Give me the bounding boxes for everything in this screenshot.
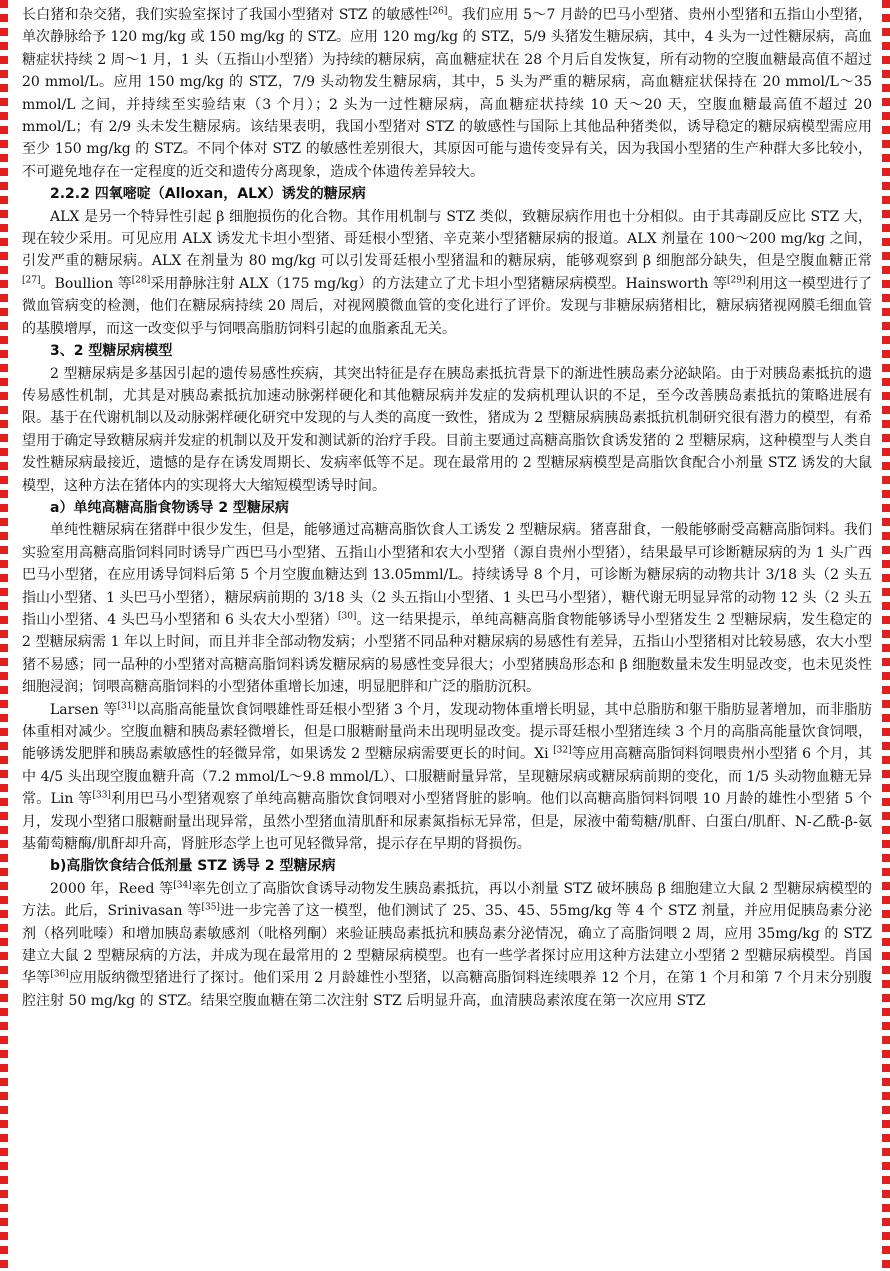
text-run: Larsen 等 [50,701,118,718]
text-run: 。Boullion 等 [40,275,132,292]
text-run: 应用版纳微型猪进行了探讨。他们采用 2 月龄雄性小型猪，以高糖高脂饲料连续喂养 12 个月，在第 1 个月和第 7 个月末分别腹腔注射 50 mg/kg 的 STZ。结果空腹血糖在第二次注射 STZ 后明显升高，血清胰岛素浓度在第一次应用 STZ [22,970,872,1009]
text-run: 。我们应用 5～7 月龄的巴马小型猪、贵州小型猪和五指山小型猪，单次静脉给予 120 mg/kg 或 150 mg/kg 的 STZ。应用 120 mg/kg 的 STZ，5/9 头猪发生糖尿病，其中，4 头为一过性糖尿病，高血糖症状持续 2 周～1 月，1 头（五指山小型猪）为持续的糖尿病，高血糖症状在 28 个月后自发恢复，所有动物的空腹血糖最高值不超过 20 mmol/L。应用 150 mg/kg 的 STZ，7/9 头动物发生糖尿病，其中，5 头为严重的糖尿病，高血糖症状保持在 20 mmol/L～35 mmol/L 之间，并持续至实验结束（3 个月）；2 头为一过性糖尿病，高血糖症状持续 10 天～20 天，空腹血糖最高值不超过 20 mmol/L；有 2/9 头未发生糖尿病。该结果表明，我国小型猪对 STZ 的敏感性与国际上其他品种猪类似，诱导稳定的糖尿病模型需应用至少 150 mg/kg 的 STZ。不同个体对 STZ 的敏感性差别很大，其原因可能与遗传变异有关，因为我国小型猪的生产种群大多比较小，不可避免地存在一定程度的近交和遗传分离现象，造成个体遗传差异较大。 [22,7,872,180]
text-run: 等应用高糖高脂饲料饲喂贵州小型猪 6 个月，其中 4/5 头出现空腹血糖升高（7.2 mmol/L～9.8 mmol/L）、口服糖耐量异常，呈现糖尿病或糖尿病前期的变化，而 1/5 头动物血糖无异常。Lin 等 [22,746,872,808]
section-heading: 2.2.2 四氧嘧啶（Alloxan，ALX）诱发的糖尿病 [50,186,366,203]
text-run: 。这一结果提示，单纯高糖高脂食物能够诱导小型猪发生 2 型糖尿病，发生稳定的 2 型糖尿病需 1 年以上时间，而且并非全部动物发病；小型猪不同品种对糖尿病的易感性有差异，五指山小型猪相对比较易感，农大小型猪不易感；同一品种的小型猪对高糖高脂饲料诱发糖尿病的易感性变异很大；小型猪胰岛形态和 β 细胞数量未发生明显改变，也未见炎性细胞浸润；饲喂高糖高脂饲料的小型猪体重增长加速，明显肥胖和广泛的脂肪沉积。 [22,611,872,696]
text-run: 率先创立了高脂饮食诱导动物发生胰岛素抵抗，再以小剂量 STZ 破坏胰岛 β 细胞建立大鼠 2 型糖尿病模型的方法。此后，Srinivasan 等 [22,880,872,920]
text-run: 利用巴马小型猪观察了单纯高糖高脂饮食饲喂对小型猪肾脏的影响。他们以高糖高脂饲料饲喂 10 月龄的雄性小型猪 5 个月，发现小型猪口服糖耐量出现异常，虽然小型猪血清肌酐和尿素氮指标无异常，但是，尿液中葡萄糖/肌酐、白蛋白/肌酐、N-乙酰-β-氨基葡萄糖酶/肌酐却升高，肾脏形态学上也可见轻微异常，提示存在早期的肾损伤。 [22,791,872,853]
left-decorative-border [0,0,8,1271]
citation-ref: [30] [337,611,357,622]
citation-ref: [31] [117,700,136,711]
body-paragraph [22,878,872,1012]
citation-ref: [34] [173,880,192,891]
section-heading: a）单纯高糖高脂食物诱导 2 型糖尿病 [50,499,289,516]
body-paragraph [22,363,872,497]
body-paragraph [22,699,872,856]
text-run: 2000 年，Reed 等 [50,880,174,897]
text-run: ALX 是另一个特异性引起 β 细胞损伤的化合物。其作用机制与 STZ 类似，致糖尿病作用也十分相似。由于其毒副反应比 STZ 大，现在较少采用。可见应用 ALX 诱发尤卡坦小型猪、哥廷根小型猪、辛克莱小型猪糖尿病的报道。ALX 剂量在 100～200 mg/kg 之间，引发严重的糖尿病。ALX 在剂量为 80 mg/kg 可以引发哥廷根小型猪温和的糖尿病，能够观察到 β 细胞部分缺失，但是空腹血糖正常 [22,208,872,270]
text-run: 长白猪和杂交猪，我们实验室探讨了我国小型猪对 STZ 的敏感性 [22,7,429,23]
citation-ref: [33] [92,790,111,801]
body-paragraph [22,4,872,183]
citation-ref: [35] [201,902,220,913]
document-body [22,4,872,1267]
citation-ref: [28] [131,275,151,286]
citation-ref: [26] [428,6,448,17]
text-run: 采用静脉注射 ALX（175 mg/kg）的方法建立了尤卡坦小型猪糖尿病模型。Hainsworth 等 [150,275,727,292]
citation-ref: [32] [553,745,572,756]
text-run: 2 型糖尿病是多基因引起的遗传易感性疾病，其突出特征是存在胰岛素抵抗背景下的渐进性胰岛素分泌缺陷。由于对胰岛素抵抗的遗传易感性机制，尤其是对胰岛素抵抗加速动脉粥样硬化和其他糖尿病并发症的发病机理认识的不足，至今改善胰岛素抵抗的策略进展有限。基于在代谢机制以及动脉粥样硬化研究中发现的与人类的高度一致性，猪成为 2 型糖尿病胰岛素抵抗机制研究很有潜力的模型，有希望用于确定导致糖尿病并发症的机制以及开发和测试新的治疗手段。目前主要通过高糖高脂饮食诱发猪的 2 型糖尿病，这种模型与人类自发性糖尿病最接近，遗憾的是存在诱发周期长、发病率低等不足。现在最常用的 2 型糖尿病模型是高脂饮食配合小剂量 STZ 诱发的大鼠模型，这种方法在猪体内的实现将大大缩短模型诱导时间。 [22,365,872,494]
text-run: 单纯性糖尿病在猪群中很少发生，但是，能够通过高糖高脂饮食人工诱发 2 型糖尿病。猪喜甜食，一般能够耐受高糖高脂饲料。我们实验室用高糖高脂饲料同时诱导广西巴马小型猪、五指山小型猪和农大小型猪（源自贵州小型猪），结果最早可诊断糖尿病的为 1 头广西巴马小型猪，在应用诱导饲料后第 5 个月空腹血糖达到 13.05mml/L。持续诱导 8 个月，可诊断为糖尿病的动物共计 3/18 头（2 头五指山小型猪、1 头巴马小型猪），糖尿病前期的 3/18 头（2 头五指山小型猪、1 头巴马小型猪），糖代谢无明显异常的动物 12 头（2 头五指山小型猪、4 头巴马小型猪和 6 头农大小型猪） [22,522,872,628]
body-paragraph [22,519,872,698]
section-heading: b)高脂饮食结合低剂量 STZ 诱导 2 型糖尿病 [50,858,336,875]
text-run: 以高脂高能量饮食饲喂雄性哥廷根小型猪 3 个月，发现动物体重增长明显，其中总脂肪和躯干脂肪显著增加，而非脂肪体重相对减少。空腹血糖和胰岛素轻微增长，但是口服糖耐量尚未出现明显改变。提示哥廷根小型猪连续 3 个月的高脂高能量饮食饲喂，能够诱发肥胖和胰岛素敏感性的轻微异常，如果诱发 2 型糖尿病需要更长的时间。Xi [22,701,872,763]
citation-ref: [27] [22,275,41,286]
citation-ref: [36] [50,969,69,980]
citation-ref: [29] [727,275,746,286]
right-decorative-border [882,0,890,1271]
section-heading: 3、2 型糖尿病模型 [50,343,173,360]
text-run: 利用这一模型进行了微血管病变的检测，他们在糖尿病持续 20 周后，对视网膜微血管的变化进行了评价。发现与非糖尿病猪相比，糖尿病猪视网膜毛细血管的基膜增厚，而这一改变似乎与饲喂高脂肪饲料引起的血脂紊乱无关。 [22,275,872,337]
body-paragraph [22,206,872,340]
text-run: 进一步完善了这一模型，他们测试了 25、35、45、55mg/kg 等 4 个 STZ 剂量，并应用促胰岛素分泌剂（格列吡嗪）和增加胰岛素敏感剂（吡格列酮）来验证胰岛素抵抗和胰岛素分泌情况，确立了高脂饲喂 2 周，应用 35mg/kg 的 STZ 建立大鼠 2 型糖尿病的方法，并成为现在最常用的 2 型糖尿病模型。也有一些学者探讨应用这种方法建立小型猪 2 型糖尿病模型。肖国华等 [22,903,872,987]
